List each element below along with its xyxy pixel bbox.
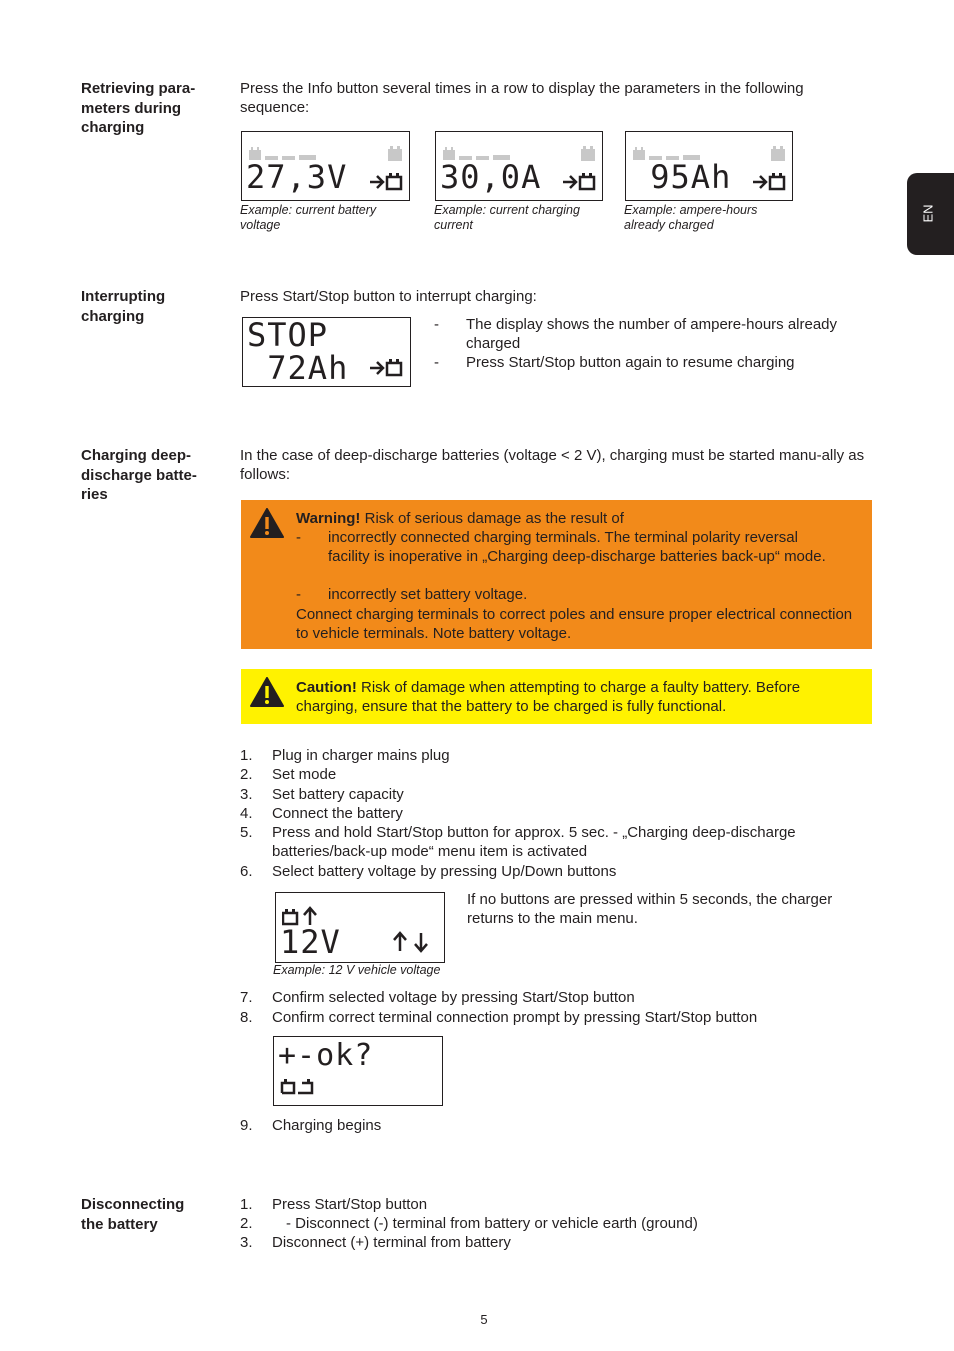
- section-heading-deep-discharge: Charging deep- discharge batte- ries: [81, 447, 197, 503]
- caption-battery-voltage: Example: 12 V vehicle voltage: [273, 963, 441, 977]
- warning-footer: Connect charging terminals to correct poles and ensure proper electrical connection to vehicle terminals. Note battery voltage.: [296, 606, 853, 642]
- caution-text: Caution! Risk of damage when attempting to charge a faulty battery. Before charging, ensure that the battery to be charged is fully functional.: [296, 679, 801, 715]
- lcd-display-stop: [242, 317, 411, 387]
- lcd-display-voltage: [241, 131, 410, 201]
- lcd-stop-line2: 72Ah: [247, 349, 349, 387]
- warning-triangle-icon: [250, 508, 284, 538]
- charging-arrow-battery-icon: [751, 172, 787, 192]
- language-tab-label: EN: [920, 204, 936, 223]
- timeout-note: If no buttons are pressed within 5 seconds, the charger returns to the main menu.: [467, 891, 833, 927]
- charging-arrow-battery-icon: [561, 172, 597, 192]
- section3-intro: In the case of deep-discharge batteries (voltage < 2 V), charging must be started manu-ally as follows:: [240, 447, 865, 483]
- section-heading-retrieving-parameters: Retrieving para- meters during charging: [81, 80, 196, 136]
- caption-voltage: Example: current battery voltage: [240, 203, 377, 232]
- warning-triangle-icon: [250, 677, 284, 707]
- page-number: 5: [480, 1312, 488, 1327]
- warning-heading: Warning! Risk of serious damage as the result of: [296, 510, 624, 527]
- warning-box: Warning! Risk of serious damage as the result of - incorrectly connected charging terminals. The terminal polarity reversal facility is inoperative in „Charging deep-discharge batteries back-up“ mode. - incorrectly set battery voltage. Connect charging terminals to correct poles and ensure proper electrical connection to vehicle terminals. Note battery voltage.: [241, 500, 872, 649]
- language-tab: [907, 173, 954, 255]
- lcd-display-battery-voltage: [275, 892, 445, 963]
- caution-box: [241, 669, 872, 724]
- section-heading-interrupting: Interrupting charging: [81, 288, 166, 325]
- section-heading-disconnecting: Disconnecting the battery: [81, 1196, 185, 1233]
- lcd-value-battery-voltage: 12V: [280, 923, 341, 961]
- lcd-confirm-line1: +-ok?: [278, 1038, 374, 1073]
- section1-intro: Press the Info button several times in a row to display the parameters in the following sequence:: [240, 80, 804, 116]
- caption-current: Example: current charging current: [434, 203, 580, 232]
- lcd-value-current: 30,0A: [440, 158, 542, 196]
- lcd-value-voltage: 27,3V: [246, 158, 348, 196]
- charging-arrow-battery-icon: [368, 358, 404, 378]
- caption-ampere-hours: Example: ampere-hours already charged: [624, 203, 758, 232]
- section2-intro: Press Start/Stop button to interrupt charging:: [240, 288, 537, 305]
- charging-arrow-battery-icon: [368, 172, 404, 192]
- lcd-display-ampere-hours: [625, 131, 793, 201]
- up-down-arrows-icon: [391, 931, 431, 953]
- lcd-display-current: [435, 131, 603, 201]
- terminal-connection-icon: [280, 1075, 320, 1097]
- lcd-stop-line1: STOP: [247, 316, 329, 354]
- lcd-display-confirm: [273, 1036, 443, 1106]
- lcd-value-ampere-hours: 95Ah: [630, 158, 732, 196]
